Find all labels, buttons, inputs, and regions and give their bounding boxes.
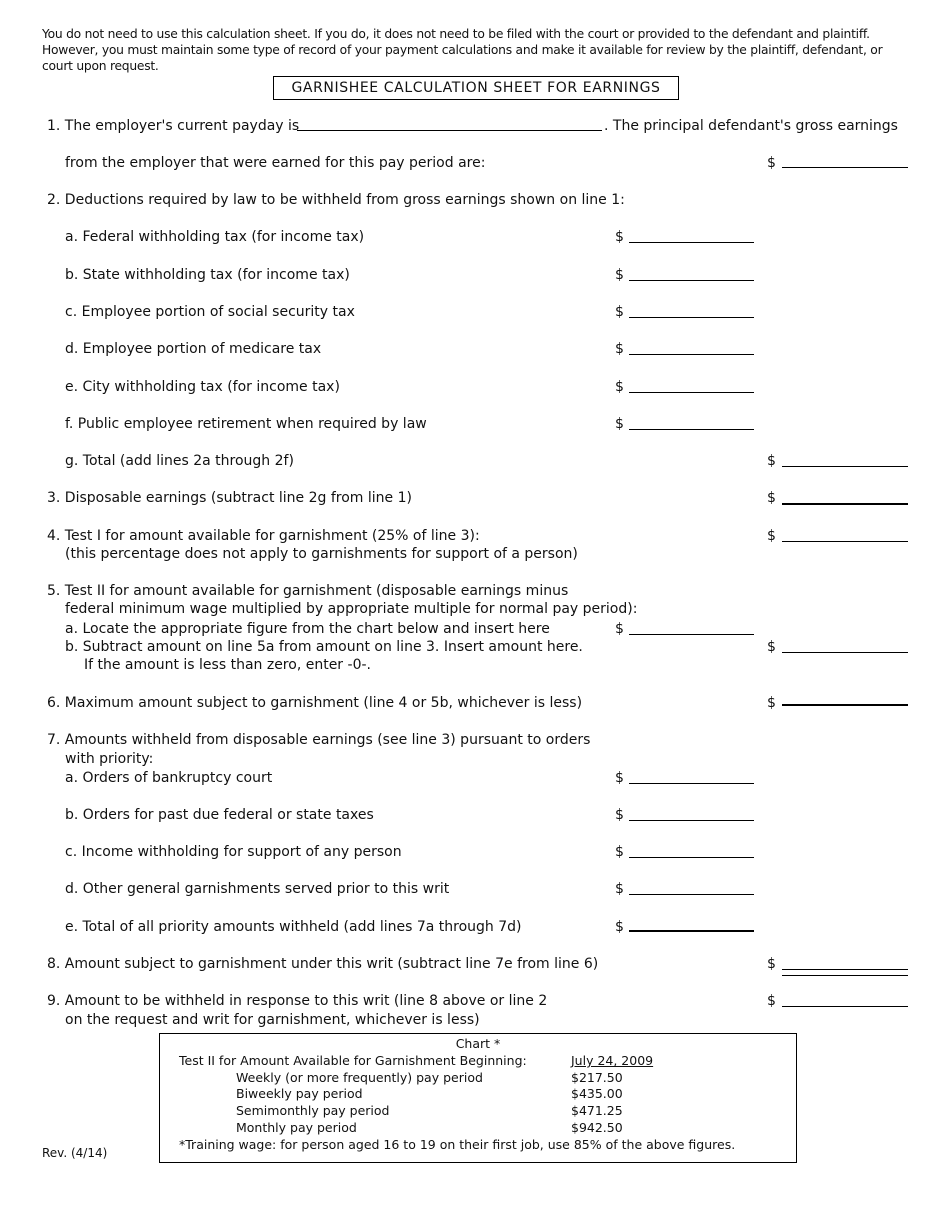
double-underline [782, 975, 908, 976]
chart-box [159, 1033, 797, 1163]
line-1-gross-label: from the employer that were earned for this pay period are: [65, 155, 486, 171]
line-2-label: 2. Deductions required by law to be withheld from gross earnings shown on line 1: [47, 192, 625, 208]
gross-earnings-field[interactable] [782, 167, 908, 168]
page-title: GARNISHEE CALCULATION SHEET FOR EARNINGS [291, 80, 661, 96]
dollar-sign: $ [767, 639, 776, 655]
test-1-field[interactable] [782, 541, 908, 542]
dollar-sign: $ [615, 807, 624, 823]
line-5b-note: If the amount is less than zero, enter -0-. [84, 657, 371, 673]
line-2a-label: a. Federal withholding tax (for income tax) [65, 229, 365, 245]
dollar-sign: $ [767, 695, 776, 711]
dollar-sign: $ [767, 993, 776, 1009]
dollar-sign: $ [615, 919, 624, 935]
amount-withheld-field[interactable] [782, 1006, 908, 1007]
dollar-sign: $ [767, 956, 776, 972]
bankruptcy-field[interactable] [629, 783, 754, 784]
chart-header: Test II for Amount Available for Garnishment Beginning: [179, 1053, 527, 1068]
city-tax-field[interactable] [629, 392, 754, 393]
chart-row-value: $217.50 [571, 1070, 623, 1085]
retirement-field[interactable] [629, 429, 754, 430]
intro-text: You do not need to use this calculation sheet. If you do, it does not need to be filed with the court or provided to the defendant and plaintiff. However, you must maintain some type of record of your payment calculations and make it available for review by the plaintiff, defendant, or court upon request. [42, 27, 883, 73]
dollar-sign: $ [767, 453, 776, 469]
chart-footnote: *Training wage: for person aged 16 to 19 on their first job, use 85% of the above figures. [179, 1137, 736, 1152]
line-5-label: 5. Test II for amount available for garnishment (disposable earnings minus [47, 583, 569, 599]
line-4-label: 4. Test I for amount available for garnishment (25% of line 3): [47, 528, 480, 544]
line-2e-label: e. City withholding tax (for income tax) [65, 379, 340, 395]
dollar-sign: $ [615, 881, 624, 897]
dollar-sign: $ [767, 528, 776, 544]
chart-row-label: Semimonthly pay period [236, 1103, 390, 1118]
social-security-field[interactable] [629, 317, 754, 318]
chart-title: Chart * [455, 1036, 501, 1051]
priority-total-field[interactable] [629, 930, 754, 932]
line-2g-label: g. Total (add lines 2a through 2f) [65, 453, 294, 469]
disposable-earnings-field[interactable] [782, 503, 908, 505]
line-7e-label: e. Total of all priority amounts withheld (add lines 7a through 7d) [65, 919, 522, 935]
chart-row-label: Weekly (or more frequently) pay period [236, 1070, 483, 1085]
test-2-field[interactable] [782, 652, 908, 653]
state-tax-field[interactable] [629, 280, 754, 281]
dollar-sign: $ [615, 379, 624, 395]
line-2c-label: c. Employee portion of social security tax [65, 304, 355, 320]
subject-to-writ-field[interactable] [782, 969, 908, 970]
line-7d-label: d. Other general garnishments served prior to this writ [65, 881, 450, 897]
line-3-label: 3. Disposable earnings (subtract line 2g from line 1) [47, 490, 412, 506]
chart-row-label: Monthly pay period [236, 1120, 357, 1135]
other-garnishments-field[interactable] [629, 894, 754, 895]
line-2b-label: b. State withholding tax (for income tax) [65, 267, 350, 283]
dollar-sign: $ [615, 267, 624, 283]
line-7b-label: b. Orders for past due federal or state taxes [65, 807, 374, 823]
line-7-label-cont: with priority: [65, 751, 154, 767]
chart-row-value: $435.00 [571, 1086, 623, 1101]
chart-figure-field[interactable] [629, 634, 754, 635]
chart-row-label: Biweekly pay period [236, 1086, 363, 1101]
line-9-label: 9. Amount to be withheld in response to this writ (line 8 above or line 2 [47, 993, 548, 1009]
line-8-label: 8. Amount subject to garnishment under this writ (subtract line 7e from line 6) [47, 956, 599, 972]
line-7c-label: c. Income withholding for support of any person [65, 844, 402, 860]
revision-label: Rev. (4/14) [42, 1146, 108, 1160]
support-withholding-field[interactable] [629, 857, 754, 858]
medicare-field[interactable] [629, 354, 754, 355]
federal-tax-field[interactable] [629, 242, 754, 243]
line-4-note: (this percentage does not apply to garnishments for support of a person) [65, 546, 578, 562]
line-7-label: 7. Amounts withheld from disposable earnings (see line 3) pursuant to orders [47, 732, 591, 748]
max-garnishment-field[interactable] [782, 704, 908, 706]
dollar-sign: $ [615, 229, 624, 245]
line-9-label-cont: on the request and writ for garnishment, whichever is less) [65, 1012, 480, 1028]
dollar-sign: $ [615, 341, 624, 357]
dollar-sign: $ [615, 770, 624, 786]
dollar-sign: $ [615, 844, 624, 860]
line-1-label: 1. The employer's current payday is [47, 118, 300, 134]
payday-field[interactable] [297, 130, 602, 131]
line-5b-label: b. Subtract amount on line 5a from amount on line 3. Insert amount here. [65, 639, 583, 655]
line-5-label-cont: federal minimum wage multiplied by appropriate multiple for normal pay period): [65, 601, 638, 617]
line-1-label-cont: . The principal defendant's gross earnings [604, 118, 898, 134]
dollar-sign: $ [615, 416, 624, 432]
past-due-taxes-field[interactable] [629, 820, 754, 821]
dollar-sign: $ [615, 621, 624, 637]
chart-row-value: $471.25 [571, 1103, 623, 1118]
line-2f-label: f. Public employee retirement when required by law [65, 416, 427, 432]
dollar-sign: $ [615, 304, 624, 320]
dollar-sign: $ [767, 490, 776, 506]
title-box [273, 76, 679, 100]
chart-date: July 24, 2009 [571, 1053, 654, 1068]
chart-row-value: $942.50 [571, 1120, 623, 1135]
dollar-sign: $ [767, 155, 776, 171]
line-6-label: 6. Maximum amount subject to garnishment (line 4 or 5b, whichever is less) [47, 695, 583, 711]
line-5a-label: a. Locate the appropriate figure from the chart below and insert here [65, 621, 550, 637]
deductions-total-field[interactable] [782, 466, 908, 467]
line-2d-label: d. Employee portion of medicare tax [65, 341, 322, 357]
line-7a-label: a. Orders of bankruptcy court [65, 770, 273, 786]
